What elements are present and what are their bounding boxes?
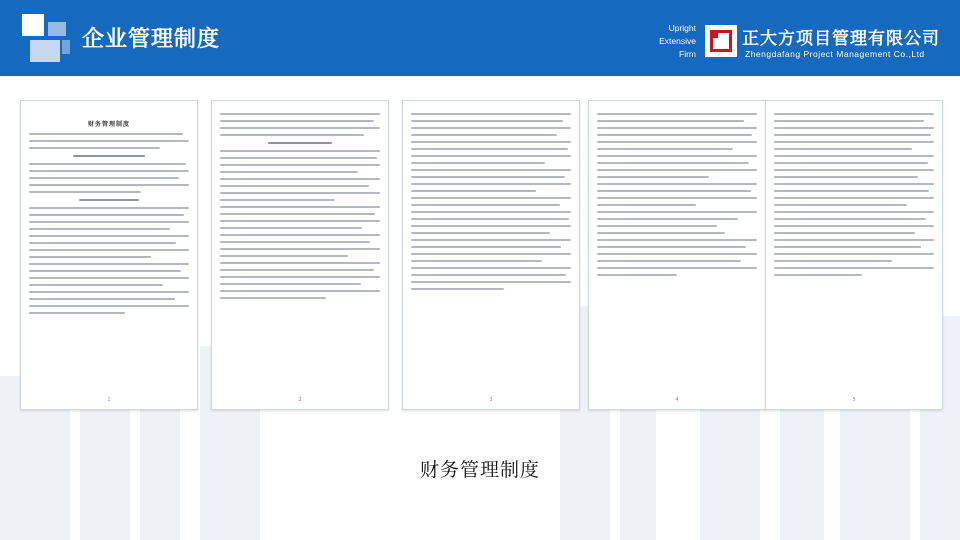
page-title: 企业管理制度 bbox=[82, 27, 221, 52]
company-name-english: Zhengdafang Project Management Co.,Ltd bbox=[745, 49, 925, 59]
document-page bbox=[765, 100, 943, 410]
page-number: 5 bbox=[852, 397, 856, 403]
document-page bbox=[20, 100, 198, 410]
page-number: 4 bbox=[675, 397, 679, 403]
page-number: 2 bbox=[298, 397, 302, 403]
page-number: 1 bbox=[107, 397, 111, 403]
document-heading: 财务管理制度 bbox=[87, 121, 130, 128]
company-logo-icon bbox=[705, 25, 737, 57]
slogan-line: Firm bbox=[679, 49, 696, 59]
document-page bbox=[588, 100, 766, 410]
slogan bbox=[636, 22, 696, 61]
page-number: 3 bbox=[489, 397, 493, 403]
document-page bbox=[402, 100, 580, 410]
slide-caption: 财务管理制度 bbox=[419, 459, 540, 481]
brand-squares-icon bbox=[22, 14, 70, 62]
slogan-line: Extensive bbox=[659, 36, 696, 46]
company-name: 正大方项目管理有限公司 bbox=[742, 29, 940, 49]
slogan-line: Upright bbox=[668, 23, 696, 33]
header-bar bbox=[0, 0, 960, 76]
document-page bbox=[211, 100, 389, 410]
